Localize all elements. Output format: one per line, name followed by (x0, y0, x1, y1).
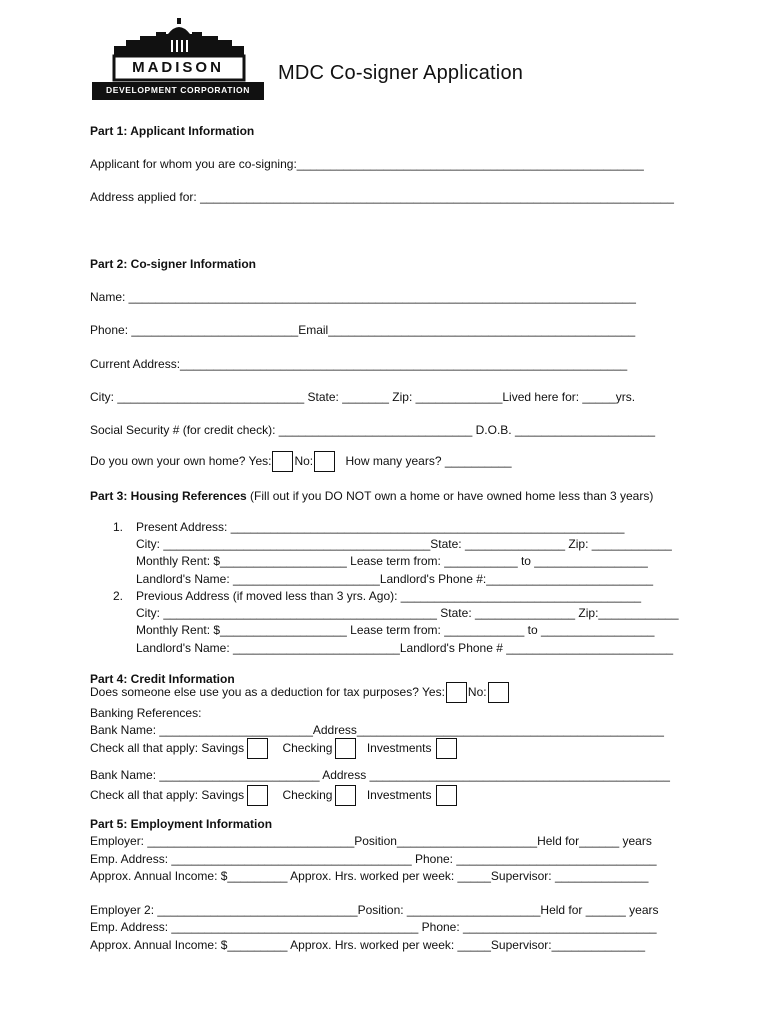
madison-logo (92, 18, 264, 100)
deduction-yes-checkbox[interactable] (446, 682, 467, 703)
current-address-field[interactable]: Current Address:___________________________________________________________________ (90, 357, 628, 371)
cosigner-name-field[interactable]: Name: ____________________________________________________________________________ (90, 290, 636, 304)
own-home-no-label: No: (294, 454, 314, 468)
bank1-check-row (90, 736, 458, 760)
investments-label: Investments (366, 788, 432, 802)
employer2-field[interactable]: Employer 2: ______________________________Position: ____________________Held for ______ years (90, 903, 659, 917)
bank2-checking-checkbox[interactable] (335, 785, 356, 806)
income1-field[interactable]: Approx. Annual Income: $_________ Approx. Hrs. worked per week: _____Supervisor: ______________ (90, 869, 649, 883)
previous-address-field[interactable]: Previous Address (if moved less than 3 yrs. Ago): ____________________________________ (136, 589, 642, 603)
own-home-label: Do you own your own home? Yes: (90, 454, 272, 468)
check-all-label: Check all that apply: Savings (90, 741, 245, 755)
check-all-label: Check all that apply: Savings (90, 788, 245, 802)
bank2-investments-checkbox[interactable] (436, 785, 457, 806)
deduction-no-label: No: (467, 685, 487, 699)
part3-heading-row (90, 489, 653, 503)
deduction-row (90, 680, 510, 704)
present-city-field[interactable]: City: ________________________________________State: _______________ Zip: ____________ (136, 537, 672, 551)
city-state-zip-field[interactable]: City: ____________________________ State: _______ Zip: _____________Lived here for: _____yrs. (90, 390, 636, 404)
part3-heading-note: (Fill out if you DO NOT own a home or have owned home less than 3 years) (246, 489, 654, 503)
deduction-no-checkbox[interactable] (488, 682, 509, 703)
banking-references-label: Banking References: (90, 706, 202, 720)
page-title: MDC Co-signer Application (278, 62, 524, 84)
phone-email-field[interactable]: Phone: _________________________Email______________________________________________ (90, 323, 636, 337)
logo-subtitle: DEVELOPMENT CORPORATION (106, 85, 250, 95)
income2-field[interactable]: Approx. Annual Income: $_________ Approx. Hrs. worked per week: _____Supervisor:______________ (90, 938, 646, 952)
address-applied-field[interactable]: Address applied for: _______________________________________________________________________ (90, 190, 674, 204)
own-home-row (90, 449, 512, 473)
investments-label: Investments (366, 741, 432, 755)
own-home-no-checkbox[interactable] (314, 451, 335, 472)
ssn-dob-field[interactable]: Social Security # (for credit check): _____________________________ D.O.B. _____________________ (90, 423, 656, 437)
part1-heading: Part 1: Applicant Information (90, 124, 255, 138)
employer1-field[interactable]: Employer: _______________________________Position_____________________Held for______ years (90, 834, 652, 848)
bank1-investments-checkbox[interactable] (436, 738, 457, 759)
part4-heading: Part 4: Credit Information (90, 672, 235, 686)
part3-heading: Part 3: Housing References (90, 489, 247, 503)
emp-address1-field[interactable]: Emp. Address: ____________________________________ Phone: ______________________________ (90, 852, 657, 866)
deduction-label: Does someone else use you as a deduction for tax purposes? Yes: (90, 685, 445, 699)
previous-landlord-field[interactable]: Landlord's Name: _________________________Landlord's Phone # _________________________ (136, 641, 674, 655)
present-landlord-field[interactable]: Landlord's Name: ______________________Landlord's Phone #:_________________________ (136, 572, 654, 586)
part2-heading: Part 2: Co-signer Information (90, 257, 257, 271)
bank1-savings-checkbox[interactable] (247, 738, 268, 759)
applicant-field[interactable]: Applicant for whom you are co-signing:____________________________________________________ (90, 157, 644, 171)
bank2-savings-checkbox[interactable] (247, 785, 268, 806)
checking-label: Checking (282, 788, 333, 802)
bank1-checking-checkbox[interactable] (335, 738, 356, 759)
present-rent-field[interactable]: Monthly Rent: $___________________ Lease term from: ___________ to _________________ (136, 554, 648, 568)
present-number: 1. (113, 520, 124, 534)
present-address-field[interactable]: Present Address: ___________________________________________________________ (136, 520, 625, 534)
bank1-field[interactable]: Bank Name: _______________________Address______________________________________________ (90, 723, 664, 737)
emp-address2-field[interactable]: Emp. Address: _____________________________________ Phone: _____________________________ (90, 920, 657, 934)
bank2-field[interactable]: Bank Name: ________________________ Address _____________________________________________ (90, 768, 670, 782)
logo-name: MADISON (132, 59, 224, 76)
previous-number: 2. (113, 589, 124, 603)
previous-city-field[interactable]: City: _________________________________________ State: _______________ Zip:____________ (136, 606, 679, 620)
own-home-yes-checkbox[interactable] (272, 451, 293, 472)
checking-label: Checking (282, 741, 333, 755)
bank2-check-row (90, 783, 458, 807)
previous-rent-field[interactable]: Monthly Rent: $___________________ Lease term from: ____________ to _________________ (136, 623, 655, 637)
part5-heading: Part 5: Employment Information (90, 817, 273, 831)
how-many-years-field[interactable]: How many years? __________ (345, 454, 512, 468)
